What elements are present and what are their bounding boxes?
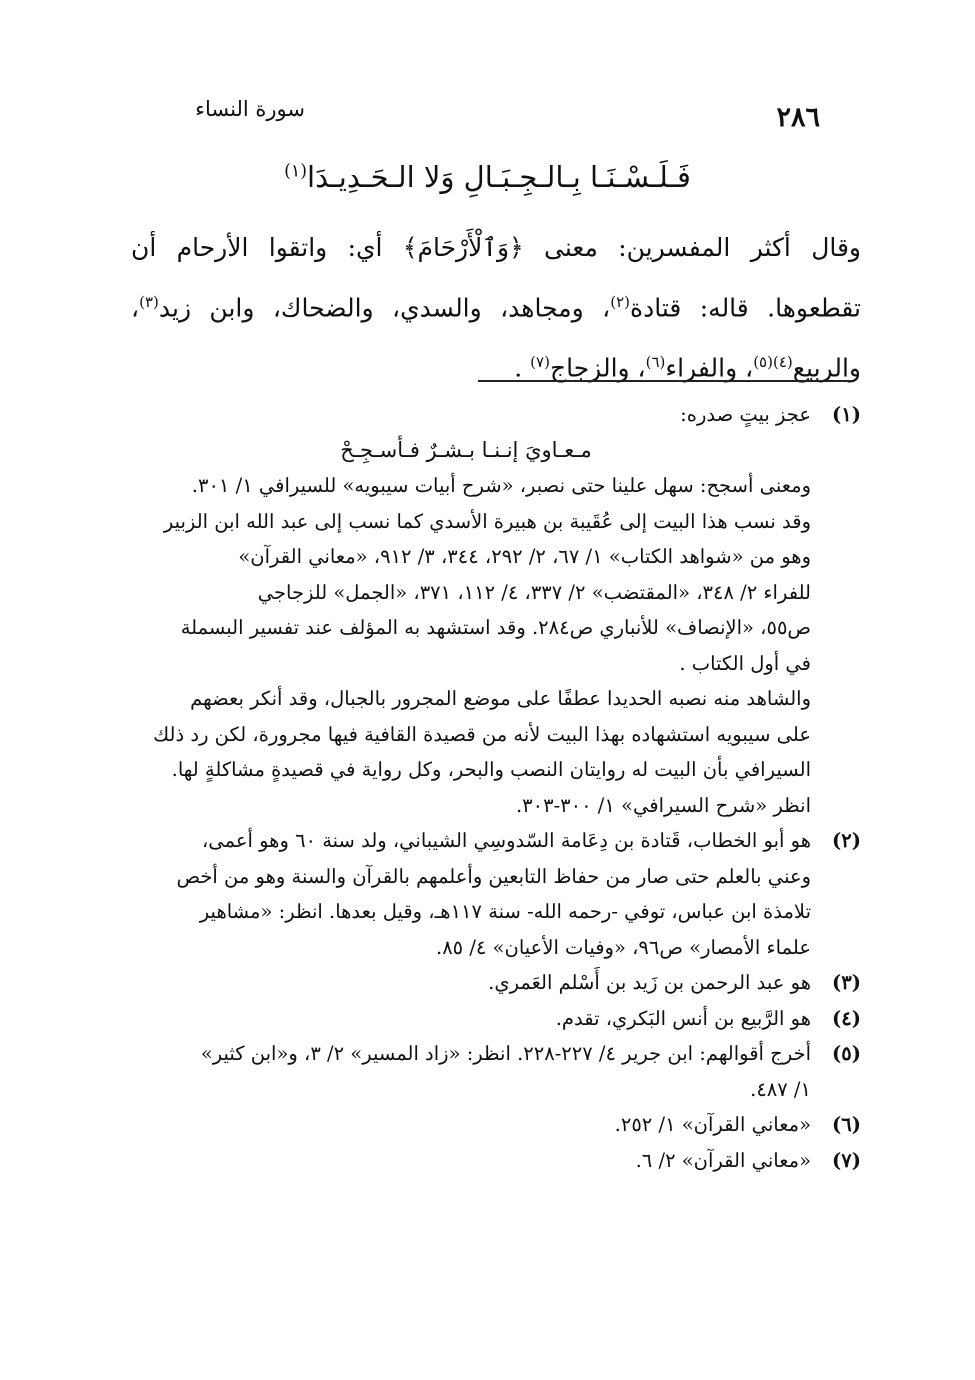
footnote-line: هو أبو الخطاب، قَتادة بن دِعَامة السّدوسِي الشيباني، ولد سنة ٦٠ وهو أعمى، (202, 829, 811, 852)
footnote-text (121, 823, 811, 965)
poetry-verse (0, 160, 975, 194)
body-text: أي: واتقوا الأرحام أن (131, 233, 403, 262)
body-text: . (514, 353, 531, 383)
footnotes (121, 397, 861, 1178)
footnote-ref: (٢) (610, 293, 630, 311)
footnote-line: السيرافي بأن البيت له روايتان النصب والبحر، وكل رواية في قصيدةٍ مشاكلةٍ لها. (171, 758, 811, 781)
footnote-number: (٥) (832, 1042, 861, 1065)
footnote-line: للفراء ٢/ ٣٤٨، «المقتضب» ٢/ ٣٣٧، ٤/ ١١٢، ٣٧١، «الجمل» للزجاجي (257, 580, 811, 604)
footnote-line: والشاهد منه نصبه الحديدا عطفًا على موضع المجرور بالجبال، وقد أنكر بعضهم (190, 687, 811, 710)
footnote-line: وهو من «شواهد الكتاب» ١/ ٦٧، ٢/ ٢٩٢، ٣٤٤، ٣/ ٩١٢، «معاني القرآن» (238, 545, 811, 568)
body-text: ، والزجاج (549, 353, 646, 383)
footnote-text (121, 1036, 811, 1107)
footnote-line: «معاني القرآن» ٢/ ٦. (635, 1148, 811, 1172)
footnote-ref: (٦) (645, 353, 666, 372)
footnote-line: علماء الأمصار» ص٩٦، «وفيات الأعيان» ٤/ ٨٥. (435, 935, 811, 959)
footnote-ref: (٣) (139, 293, 159, 311)
footnote-text (121, 1001, 811, 1037)
footnote (121, 1036, 861, 1107)
page-number: ٢٨٦ (776, 102, 820, 133)
main-paragraph (131, 220, 861, 396)
quran-quote: ﴿وَٱلْأَرْحَامَ﴾ (402, 233, 524, 262)
footnote-line: على سيبويه استشهاده بهذا البيت لأنه من قصيدة القافية فيها مجرورة، لكن رد ذلك (153, 722, 811, 746)
footnote-verse: مـعـاويَ إنـنـا بـشـرٌ فـأسـجِـحْ (340, 437, 592, 462)
verse-text: فَـلَـسْـنَـا بِـالـجِـبَـالِ وَلا الـحَـدِيـدَا (307, 160, 691, 194)
footnote-line: هو الرَّبيع بن أنس البَكري، تقدم. (555, 1006, 811, 1030)
footnote-number: (٤) (832, 1006, 861, 1030)
footnote-line: ومعنى أسجح: سهل علينا حتى نصبر، «شرح أبيات سيبويه» للسيرافي ١/ ٣٠١. (191, 474, 811, 497)
footnote-line: وعني بالعلم حتى صار من حفاظ التابعين وأعلمهم بالقرآن والسنة وهو من أخص (176, 864, 811, 888)
footnote (121, 1143, 861, 1179)
footnote-line: أخرج أقوالهم: ابن جرير ٤/ ٢٢٧-٢٢٨. انظر: «زاد المسير» ٢/ ٣، و«ابن كثير» (200, 1042, 811, 1065)
footnote-line: ١/ ٤٨٧. (750, 1077, 811, 1101)
footnote-line: انظر «شرح السيرافي» ١/ ٣٠٠-٣٠٣. (515, 793, 811, 817)
body-text: ، ومجاهد، والسدي، والضحاك، وابن زيد (158, 293, 611, 323)
footnote-separator (478, 380, 850, 382)
footnote-line: ص٥٥، «الإنصاف» للأنباري ص٢٨٤. وقد استشهد به المؤلف عند تفسير البسملة (180, 616, 811, 639)
footnote-text (121, 965, 811, 1001)
footnote-number: (٣) (832, 971, 861, 994)
footnote-text (121, 397, 811, 823)
body-text: ، (131, 293, 140, 323)
footnote-line: هو عبد الرحمن بن زَيد بن أَسْلم العَمري. (488, 971, 811, 994)
footnote-number: (٦) (832, 1113, 861, 1136)
footnote-number: (٧) (832, 1148, 861, 1172)
footnote-ref: (٥) (753, 353, 773, 372)
footnote-line: وقد نسب هذا البيت إلى عُقَيبة بن هبيرة الأسدي كما نسب إلى عبد الله ابن الزبير (163, 509, 811, 533)
footnote (121, 1107, 861, 1143)
footnote-line: في أول الكتاب . (679, 651, 811, 675)
body-text: وقال أكثر المفسرين: معنى (523, 233, 861, 262)
footnote-ref: (٧) (530, 353, 550, 372)
footnote-ref: (٤) (772, 353, 793, 372)
footnote-text (121, 1143, 811, 1179)
body-text: ، والفراء (665, 353, 754, 383)
footnote-line: تلامذة ابن عباس، توفي -رحمه الله- سنة ١١٧هـ، وقيل بعدها. انظر: «مشاهير (199, 900, 811, 923)
body-text: تقطعوها. قاله: قتادة (629, 293, 862, 323)
footnote-ref: (١) (284, 161, 308, 182)
surah-title: سورة النساء (195, 97, 305, 121)
footnote-number: (٢) (832, 829, 861, 852)
footnote-line: عجز بيتٍ صدره: (680, 403, 811, 426)
footnote (121, 397, 861, 823)
footnote (121, 965, 861, 1001)
footnote-number: (١) (832, 403, 861, 426)
footnote-line: «معاني القرآن» ١/ ٢٥٢. (614, 1113, 811, 1136)
footnote-text (121, 1107, 811, 1143)
footnote (121, 1001, 861, 1037)
body-text: والربيع (792, 353, 861, 383)
footnote (121, 823, 861, 965)
